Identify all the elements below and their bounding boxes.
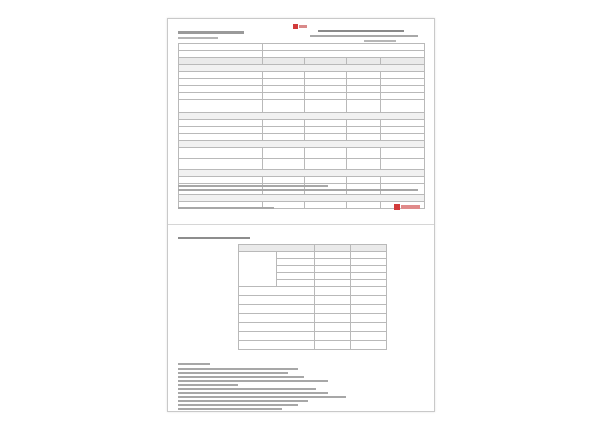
company-name-en — [310, 35, 418, 37]
note-line — [178, 384, 238, 386]
footnote-line — [178, 189, 418, 191]
table-row — [179, 93, 425, 100]
note-line — [178, 368, 298, 370]
table-row — [179, 127, 425, 134]
processing-conditions-table — [238, 244, 387, 350]
brand-mark-icon — [394, 204, 420, 211]
table-row — [239, 252, 387, 259]
version-label — [364, 40, 396, 42]
table-section-row — [179, 141, 425, 148]
table-row — [179, 148, 425, 159]
table-row — [239, 305, 387, 314]
table-row — [239, 296, 387, 305]
note-line — [178, 392, 328, 394]
product-title — [178, 31, 244, 34]
page-divider — [168, 224, 434, 225]
note-line — [178, 408, 282, 410]
table-row — [179, 51, 425, 58]
product-subtitle — [178, 37, 218, 39]
table-row — [239, 314, 387, 323]
company-logo-icon — [293, 24, 307, 29]
table-header-row — [179, 58, 425, 65]
company-name-cn — [318, 30, 404, 32]
table-row — [179, 86, 425, 93]
note-line — [178, 400, 308, 402]
table-section-row — [179, 170, 425, 177]
table-row — [239, 287, 387, 296]
table-row — [179, 159, 425, 170]
document-sheet[interactable] — [167, 18, 435, 412]
note-line — [178, 372, 288, 374]
note-line — [178, 376, 304, 378]
note-line — [178, 388, 316, 390]
table-row — [239, 323, 387, 332]
table-row — [179, 79, 425, 86]
table-row — [239, 341, 387, 350]
table-row — [179, 177, 425, 184]
note-line — [178, 396, 346, 398]
notes-heading — [178, 363, 210, 365]
table-row — [179, 100, 425, 113]
note-line — [178, 404, 298, 406]
table-row — [179, 44, 425, 51]
section-title — [178, 237, 250, 239]
copyright-line — [178, 207, 274, 209]
table-row — [239, 332, 387, 341]
table-section-row — [179, 113, 425, 120]
note-line — [178, 380, 328, 382]
footnote-line — [178, 185, 328, 187]
table-header-row — [239, 245, 387, 252]
table-row — [179, 134, 425, 141]
table-section-row — [179, 195, 425, 202]
table-row — [179, 120, 425, 127]
table-section-row — [179, 65, 425, 72]
table-row — [179, 72, 425, 79]
